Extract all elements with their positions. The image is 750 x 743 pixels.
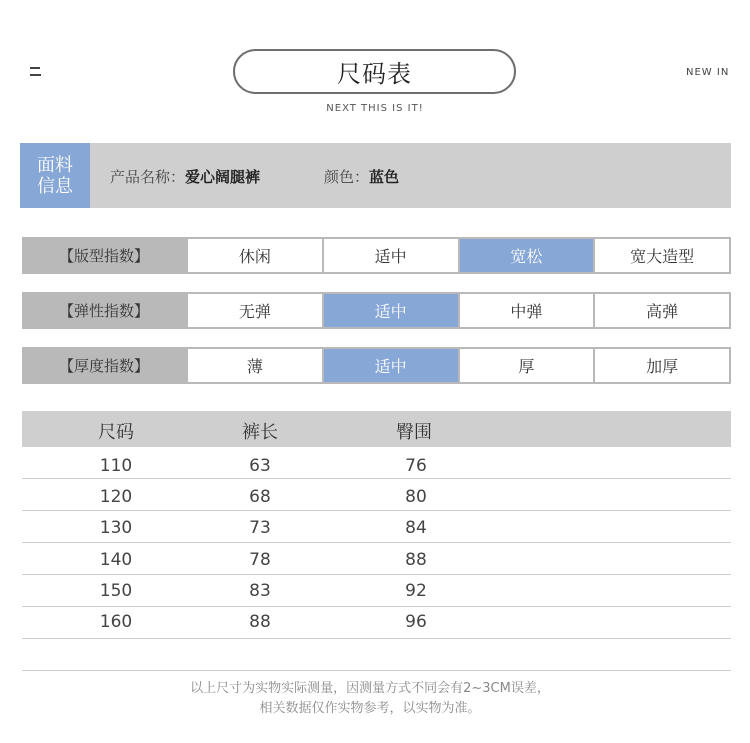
row-divider (22, 510, 731, 511)
thickness-option: 加厚 (595, 349, 729, 382)
length-cell: 83 (249, 581, 271, 601)
size-cell: 120 (99, 487, 133, 507)
hip-cell: 96 (405, 612, 427, 632)
hip-cell: 88 (405, 550, 427, 570)
row-divider (22, 638, 731, 639)
elasticity-option: 适中 (324, 294, 458, 327)
product-color-label: 颜色： (324, 168, 370, 186)
fabric-info-label-line2: 信息 (37, 175, 73, 197)
thickness-option: 厚 (460, 349, 594, 382)
size-cell: 160 (99, 612, 133, 632)
hip-cell: 92 (405, 581, 427, 601)
length-cell: 68 (249, 487, 271, 507)
hip-cell: 80 (405, 487, 427, 507)
product-name-value: 爱心阔腿裤 (185, 168, 261, 186)
thickness-option: 薄 (188, 349, 322, 382)
note-divider (22, 670, 731, 671)
length-cell: 63 (249, 456, 271, 476)
new-in-label: NEW IN (686, 67, 730, 78)
measurement-note-line2: 相关数据仅作实物参考，以实物为准。 (259, 701, 481, 716)
page-title: 尺码表 (233, 49, 516, 94)
elasticity-option: 中弹 (460, 294, 594, 327)
fabric-info-label-line1: 面料 (37, 154, 73, 176)
menu-icon[interactable] (30, 66, 41, 78)
thickness-option: 适中 (324, 349, 458, 382)
size-cell: 130 (99, 518, 133, 538)
elasticity-option: 高弹 (595, 294, 729, 327)
row-divider (22, 478, 731, 479)
hip-header: 臀围 (396, 422, 432, 443)
product-name-label: 产品名称： (110, 168, 186, 186)
fit-option: 宽大造型 (595, 239, 729, 272)
elasticity-index-row (22, 292, 731, 329)
elasticity-index-label: 【弹性指数】 (58, 302, 149, 320)
hip-cell: 76 (405, 456, 427, 476)
hip-cell: 84 (405, 518, 427, 538)
measurement-note-line1: 以上尺寸为实物实际测量，因测量方式不同会有2~3CM误差， (190, 681, 550, 696)
fit-index-row (22, 237, 731, 274)
fit-index-label: 【版型指数】 (58, 247, 149, 265)
fabric-info-label (20, 143, 90, 208)
fit-option: 宽松 (460, 239, 594, 272)
elasticity-option: 无弹 (188, 294, 322, 327)
fit-option: 休闲 (188, 239, 322, 272)
size-cell: 150 (99, 581, 133, 601)
product-color (324, 166, 399, 187)
length-cell: 73 (249, 518, 271, 538)
length-cell: 78 (249, 550, 271, 570)
size-cell: 140 (99, 550, 133, 570)
size-cell: 110 (99, 456, 133, 476)
product-name (110, 166, 260, 187)
thickness-index-label: 【厚度指数】 (58, 357, 149, 375)
product-color-value: 蓝色 (369, 168, 400, 186)
page-subtitle: NEXT THIS IS IT! (326, 103, 424, 114)
row-divider (22, 542, 731, 543)
length-cell: 88 (249, 612, 271, 632)
thickness-index-row (22, 347, 731, 384)
size-header: 尺码 (98, 422, 134, 443)
row-divider (22, 574, 731, 575)
fit-option: 适中 (324, 239, 458, 272)
row-divider (22, 606, 731, 607)
length-header: 裤长 (242, 422, 278, 443)
